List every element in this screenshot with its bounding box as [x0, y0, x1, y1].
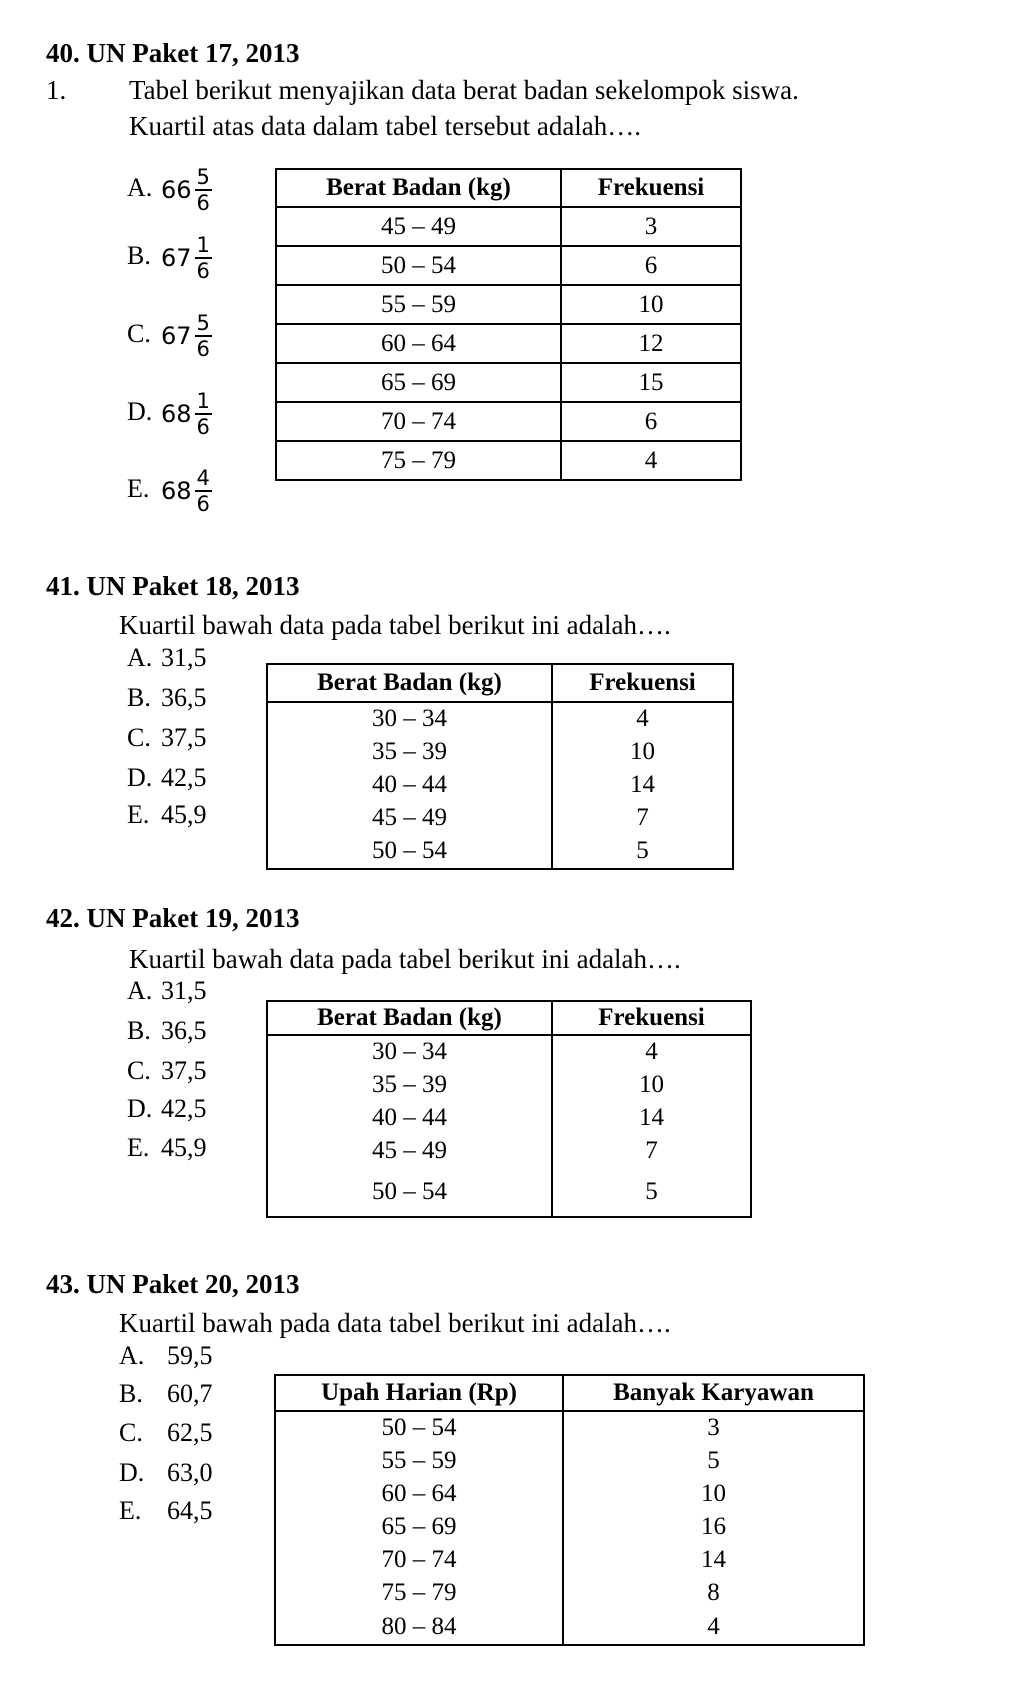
question-text: Kuartil atas data dalam tabel tersebut adalah….: [129, 111, 642, 141]
header-daily-wage: Upah Harian (Rp): [275, 1375, 563, 1411]
table-row: 45 – 49 7: [267, 1134, 751, 1167]
option-e[interactable]: E. 64,5: [119, 1496, 213, 1525]
table-row: 55 – 59 5: [275, 1444, 864, 1477]
option-d[interactable]: D. 42,5: [127, 1094, 207, 1123]
question-title: 43. UN Paket 20, 2013: [46, 1269, 300, 1299]
option-a[interactable]: A. 31,5: [127, 643, 207, 672]
option-a[interactable]: A. 59,5: [119, 1341, 213, 1370]
table-row: 80 – 84 4: [275, 1609, 864, 1645]
table-row: 50 – 54 6: [276, 246, 741, 285]
table-row: 65 – 69 16: [275, 1510, 864, 1543]
header-frequency: Frekuensi: [552, 664, 733, 702]
header-frequency: Frekuensi: [552, 1001, 751, 1035]
option-c[interactable]: C. 37,5: [127, 723, 207, 752]
question-title: 40. UN Paket 17, 2013: [46, 38, 300, 68]
table-row: 65 – 69 15: [276, 363, 741, 402]
option-b[interactable]: B. 67 $\frac{1}{6}$: [127, 233, 210, 283]
table-row: 75 – 79 8: [275, 1576, 864, 1609]
table-row: 70 – 74 14: [275, 1543, 864, 1576]
option-c[interactable]: C. 62,5: [119, 1418, 213, 1447]
table-row: 60 – 64 12: [276, 324, 741, 363]
table-row: 35 – 39 10: [267, 1068, 751, 1101]
option-c[interactable]: C. 67 $\frac{5}{6}$: [127, 311, 210, 361]
table-row: 60 – 64 10: [275, 1477, 864, 1510]
data-table: [274, 1374, 865, 1646]
table-row: 45 – 49 7: [267, 801, 733, 834]
header-weight: Berat Badan (kg): [276, 169, 561, 207]
table-row: 30 – 34 4: [267, 1035, 751, 1068]
question-title: 42. UN Paket 19, 2013: [46, 903, 300, 933]
header-weight: Berat Badan (kg): [267, 1001, 552, 1035]
option-e[interactable]: E. 68 $\frac{4}{6}$: [127, 466, 210, 516]
table-row: 40 – 44 14: [267, 768, 733, 801]
option-c[interactable]: C. 37,5: [127, 1056, 207, 1085]
table-row: 30 – 34 4: [267, 702, 733, 735]
header-weight: Berat Badan (kg): [267, 664, 552, 702]
option-b[interactable]: B. 36,5: [127, 1016, 207, 1045]
question-title: 41. UN Paket 18, 2013: [46, 571, 300, 601]
header-employee-count: Banyak Karyawan: [563, 1375, 864, 1411]
option-d[interactable]: D. 63,0: [119, 1458, 213, 1487]
question-text: Kuartil bawah pada data tabel berikut ini adalah….: [119, 1308, 671, 1338]
table-row: 35 – 39 10: [267, 735, 733, 768]
data-table: [266, 663, 734, 870]
table-row: 75 – 79 4: [276, 441, 741, 480]
option-d[interactable]: D. 42,5: [127, 763, 207, 792]
option-d[interactable]: D. 68 $\frac{1}{6}$: [127, 389, 210, 439]
table-row: 45 – 49 3: [276, 207, 741, 246]
table-row: 50 – 54 3: [275, 1411, 864, 1444]
question-text: Kuartil bawah data pada tabel berikut ini adalah….: [129, 944, 681, 974]
question-text: Tabel berikut menyajikan data berat badan sekelompok siswa.: [129, 75, 799, 105]
table-row: 40 – 44 14: [267, 1101, 751, 1134]
option-a[interactable]: A. 31,5: [127, 976, 207, 1005]
option-b[interactable]: B. 60,7: [119, 1379, 213, 1408]
data-table: [266, 1000, 752, 1218]
header-frequency: Frekuensi: [561, 169, 741, 207]
option-b[interactable]: B. 36,5: [127, 683, 207, 712]
option-e[interactable]: E. 45,9: [127, 1133, 207, 1162]
data-table: [275, 168, 742, 481]
question-text: Kuartil bawah data pada tabel berikut ini adalah….: [119, 610, 671, 640]
table-row: 55 – 59 10: [276, 285, 741, 324]
table-row: 70 – 74 6: [276, 402, 741, 441]
table-row: 50 – 54 5: [267, 1167, 751, 1217]
item-number: 1.: [46, 75, 67, 105]
table-row: 50 – 54 5: [267, 834, 733, 869]
option-e[interactable]: E. 45,9: [127, 800, 207, 829]
option-a[interactable]: A. 66 $\frac{5}{6}$: [127, 165, 210, 215]
